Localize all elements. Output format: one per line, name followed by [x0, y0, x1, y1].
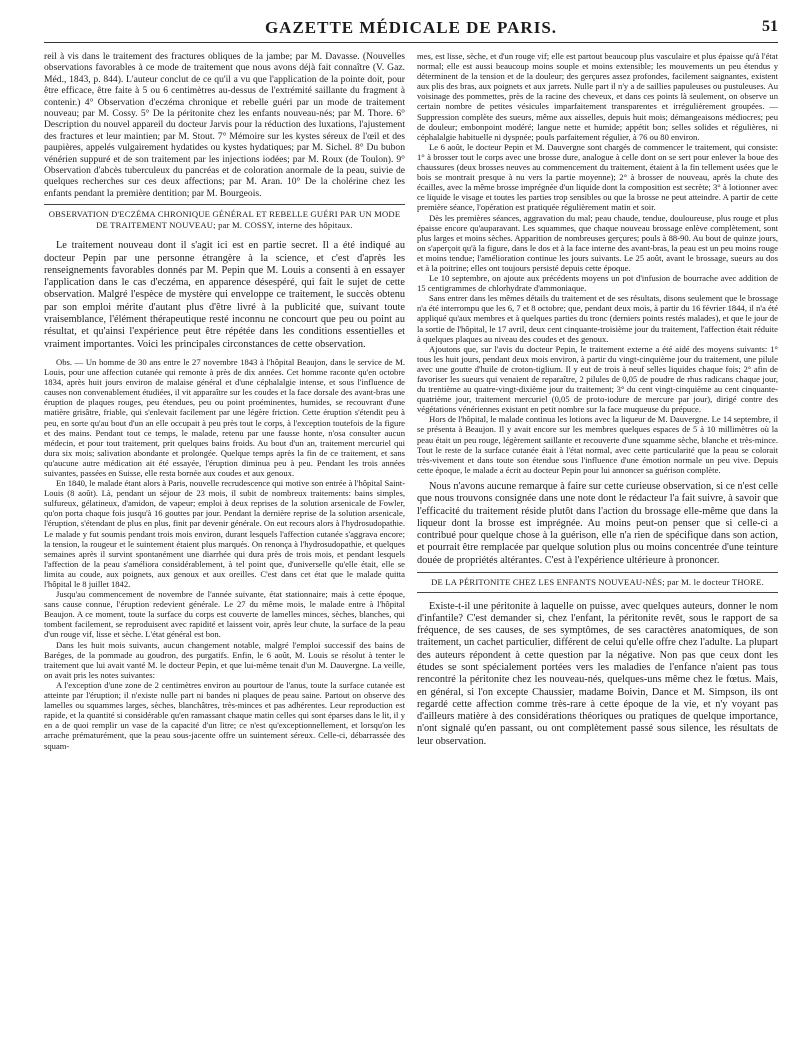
section-divider [417, 572, 778, 573]
body-paragraph: mes, est lisse, sèche, et d'un rouge vif; elle est partout beaucoup plus vasculaire et plus épaisse qu'à l'état normal; elle est aussi beaucoup moins souple et moins extensible; les mouvements un peu étendus y déterminent de la tension et de la douleur; des gerçures assez profondes, facilement saignantes, existent aux plis des bras, aux poignets et aux jarrets. Nulle part il n'y a de saillies papuleuses ou pustuleuses. Au voisinage des pommettes, près de la racine des cheveux, et dans ces points là seulement, on observe un certain nombre de petites vésicules imparfaitement transparentes et irrégulièrement groupées. — Suppression complète des sueurs, même aux aisselles, depuis huit mois; démangeaisons médiocres; peu de douleur; embonpoint modéré; langue nette et humide; appétit bon; selles solides et régulières, ni céphalalgie habituelle ni dyspnée; pouls parfaitement régulier, à 76 ou 80 environ. [417, 51, 778, 142]
two-column-body [44, 51, 778, 751]
body-paragraph: Le 10 septembre, on ajoute aux précédents moyens un pot d'infusion de bourrache avec addition de 15 centigrammes de chlorhydrate d'ammoniaque. [417, 273, 778, 294]
page-number: 51 [762, 18, 778, 35]
section-divider [417, 592, 778, 593]
right-column [417, 51, 778, 751]
commentary-paragraph: Nous n'avons aucune remarque à faire sur cette curieuse observation, si ce n'est celle que nous trouvons consignée dans une note dont le rédacteur l'a fait suivre, à savoir que l'efficacité du traitement réside plutôt dans l'action du brossage elle-même que dans la liqueur dont la brosse est imprégnée. Au moins peut-on penser que si celle-ci a contribué pour quelque chose à la guérison, elle n'a rien de spécifique dans son action, et pourrait être remplacée par quelque solution plus ou moins concentrée d'une teinture douée de propriétés altérantes. C'est à l'expérience ultérieure à prononcer. [417, 480, 778, 566]
body-paragraph: Sans entrer dans les mêmes détails du traitement et de ses résultats, disons seulement que le brossage n'a été interrompu que les 6, 7 et 8 octobre; que, pendant deux mois, à partir du 16 février 1844, il n'a été appliqué qu'aux membres et à quelques parties du tronc (derniers points restés malades), et que le jour de la sortie de l'hôpital, le 17 avril, deux cent cinquante-troisième jour du traitement, l'affection était réduite à quelques plaques au niveau des coudes et des genoux. [417, 293, 778, 344]
section-heading-peritonite: DE LA PÉRITONITE CHEZ LES ENFANTS NOUVEAU-NÉS; par M. le docteur THORE. [431, 577, 764, 588]
journal-title: GAZETTE MÉDICALE DE PARIS. [264, 18, 558, 37]
body-paragraph: Jusqu'au commencement de novembre de l'année suivante, état stationnaire; mais à cette époque, sans cause connue, l'éruption redevient générale. Le 27 du même mois, le malade entre à l'hôpital Beaujon. A ce moment, toute la surface du corps est couverte de lamelles minces, sèches, blanches, qui tombent facilement, se reproduisent avec rapidité et laissent voir, après leur chute, la surface de la peau d'un rouge vif, lisse et sèche. L'état général est bon. [44, 589, 405, 640]
body-paragraph: Ajoutons que, sur l'avis du docteur Pepin, le traitement externe a été aidé des moyens suivants: 1° tous les huit jours, pendant deux mois environ, à partir du vingt-cinquième jour du traitement, une pilule avec une goutte d'huile de croton-tiglium. Il y eut de trois à neuf selles liquides chaque fois; 2° afin de favoriser les sueurs qui venaient de reparaître, 2 pilules de 0,05 de poudre de rhus radicans chaque jour, du trentième au quatre-vingt-dixième jour du traitement; 3° du cent vingt-cinquième au cent cinquante-quatrième jour, traitement mercuriel (0,05 de proto-iodure de mercure par jour), dirigé contre des végétations vénériennes existant en petit nombre sur la face muqueuse du prépuce. [417, 343, 778, 415]
eczema-intro-paragraph: Le traitement nouveau dont il s'agit ici est en partie secret. Il a été indiqué au docteur Pepin par une personne étrangère à la science, et c'est d'après les renseignements favorables donnés par M. Pepin que M. Louis a consenti à en essayer l'application dans le cas d'eczéma, en apparence désespéré, qui fait le sujet de cette observation. Malgré l'espèce de mystère qui enveloppe ce traitement, le succès obtenu par son emploi mérite d'autant plus d'être livré à la publicité que, suivant toute vraisemblance, l'élément thérapeutique resté inconnu ne concourt que peu ou point au résultat, et qu'ainsi l'expérience peut être répétée dans les conditions essentielles et vraiment importantes. Voici les principales circonstances de cette observation. [44, 240, 405, 350]
intro-paragraph: reil à vis dans le traitement des fractures obliques de la jambe; par M. Davasse. (Nouvelles observations favorables à ce mode de traitement que nous avons déjà fait connaître (V. Gaz. Méd., 1843, p. 844). L'auteur conclut de ce qu'il a vu que l'application de la pointe doit, pour être efficace, être faite à 5 ou 6 centimètres au-dessus de l'extrémité saillante du fragment à contenir.) 4° Observation d'eczéma chronique et rebelle guéri par un mode de traitement nouveau; par M. Cossy. 5° De la péritonite chez les enfants nouveau-nés; par M. Thore. 6° Description du nouvel appareil du docteur Jarvis pour la réduction des luxations, l'ajustement des fractures et leur maintien; par M. Stout. 7° Mémoire sur les kystes séreux de l'œil et des paupières, appelés vulgairement hydatides ou kystes hydatiques; par M. Sichel. 8° Du bubon vénérien suppuré et de son traitement par les injections iodées; par M. Roux (de Toulon). 9° Observation d'abcès tuberculeux du pancréas et de coloration anormale de la peau, suivie de quelques recherches sur ces deux affections; par M. Aran. 10° De la cholérine chez les enfants pendant la première dentition; par M. Bourgeois. [44, 51, 405, 199]
left-column [44, 51, 405, 751]
body-paragraph: Le 6 août, le docteur Pepin et M. Dauvergne sont chargés de commencer le traitement, qui consiste: 1° à brosser tout le corps avec une brosse dure, analogue à celle dont on se sert pour enlever la boue des chaussures (deux brosses neuves au commencement du traitement, étaient à la fin tellement usées que le bois se montrait presque à nu vers la partie moyenne); 2° à brosser de nouveau, après la chute des écailles, avec la même brosse imprégnée d'un liquide dont la composition est secrète; 3° à lotionner avec ce liquide le visage et toutes les parties trop sensibles ou que la brosse ne peut atteindre. A partir de cette première séance, l'opération est pratiquée régulièrement matin et soir. [417, 141, 778, 213]
page-header [44, 18, 778, 43]
body-paragraph: En 1840, le malade étant alors à Paris, nouvelle recrudescence qui motive son entrée à l'hôpital Saint-Louis (8 août). Là, pendant un séjour de 23 mois, il subit de nombreux traitements: bains simples, sulfureux, gélatineux, d'amidon, de vapeur; emploi à deux reprises de la solution arsenicale de Fowler, qu'on porta chaque fois jusqu'à 16 gouttes par jour. Pendant la dernière reprise de la solution arsenicale, l'éruption, s'étendant de plus en plus, finit par devenir générale. On eut recours alors à l'hydrosudopathie. Le malade y fut soumis pendant trois mois environ, durant lesquels l'affection cutanée s'aggrava encore; la tension, la rougeur et le suintement étaient plus marqués. On renonça à l'hydrosudopathie, et quelques semaines après il survint spontanément une diarrhée qui dura près de trois mois, et pendant lesquels l'affection de la peau s'améliora considérablement, à tel point que, d'universelle qu'elle était, elle se limita au coude, aux poignets, aux genoux et aux oreilles. C'est dans cet état que le malade quitta l'hôpital le 8 juillet 1842. [44, 478, 405, 590]
section-heading-eczema: OBSERVATION D'ECZÉMA CHRONIQUE GÉNÉRAL ET REBELLE GUÉRI PAR UN MODE DE TRAITEMENT NOUVEAU; par M. COSSY, interne des hôpitaux. [48, 209, 401, 230]
body-paragraph: Hors de l'hôpital, le malade continua les lotions avec la liqueur de M. Dauvergne. Le 14 septembre, il se présenta à Beaujon. Il y avait encore sur les membres quelques espaces de 5 à 10 millimètres où la peau était un peu rouge, légèrement saillante et recouverte d'une squamme sèche, blanche et très-mince. Tout le reste de la surface cutanée était à l'état normal, avec cette particularité que la peau se colorait très-vivement et dans toute son étendue sous l'influence d'une émotion normale un peu vive. Depuis cette époque, le malade a écrit au docteur Pepin pour lui annoncer sa guérison complète. [417, 414, 778, 475]
body-paragraph: A l'exception d'une zone de 2 centimètres environ au pourtour de l'anus, toute la surface cutanée est atteinte par l'éruption; il n'existe nulle part ni bandes ni plaques de peau saine. Partout on observe des lamelles ou squammes larges, sèches, blanchâtres, très-minces et pas adhérentes. Leur reproduction est rapide, et la quantité si considérable qu'en ramassant chaque matin celles qui sont éparses dans le lit, il y en a de quoi remplir un vase de la capacité d'un litre; ce n'est qu'exceptionnellement, et lorsqu'on les arrache prématurément, que la peau sous-jacente offre un suintement séreux. Celle-ci, débarrassée des squam- [44, 679, 405, 751]
body-paragraph: Dans les huit mois suivants, aucun changement notable, malgré l'emploi successif des bains de Baréges, de la pommade au goudron, des purgatifs. Enfin, le 6 août, M. Louis se résolut à tenter le traitement que lui avait vanté M. le docteur Pepin, et que lui-même tenait d'un M. Dauvergne. La veille, on avait pris les notes suivantes: [44, 639, 405, 680]
body-paragraph: Dès les premières séances, aggravation du mal; peau chaude, tendue, douloureuse, plus rouge et plus épaisse encore qu'auparavant. Les squammes, que chaque nouveau brossage enlève complètement, sont plus larges et moins sèches. Apparition de nombreuses gerçures; pouls à 88-90. Au bout de quinze jours, on s'aperçoit qu'à la figure, dans le dos et à la face interne des avant-bras, la peau est un peu moins rouge et moins tendue; l'amélioration continue les jours suivants. Le 25 août, avant le brossage, sueurs au dos et à la poitrine; elles ont toujours persisté depuis cette époque. [417, 212, 778, 273]
peritonite-paragraph: Existe-t-il une péritonite à laquelle on puisse, avec quelques auteurs, donner le nom d'infantile? C'est demander si, chez l'enfant, la péritonite revêt, sous le rapport de sa fréquence, de ses causes, de ses symptômes, de ses caractères anatomiques, de son traitement, un cachet particulier, différent de celui qu'elle offre chez l'adulte. La plupart des auteurs répondent à cette question par la négative. Non pas que ceux dont les études se sont spécialement portées vers les maladies de l'enfance n'aient pas tous rencontré la péritonite chez les nouveau-nés, quelques-uns même chez le fœtus. Mais, en général, si l'on excepte Chaussier, madame Boivin, Dance et M. Simpson, ils ont regardé cette affection comme très-rare à cette époque de la vie, et n'y voyant pas d'ailleurs matière à des considérations théoriques ou pratiques de quelque importance, n'ont signalé qu'en passant, ou ont complètement passé sous silence, les résultats de leur observation. [417, 600, 778, 747]
section-divider [44, 204, 405, 205]
observation-paragraph: Obs. — Un homme de 30 ans entre le 27 novembre 1843 à l'hôpital Beaujon, dans le service de M. Louis, pour une affection cutanée qui remonte à près de dix années. Cet homme raconte qu'en octobre 1834, après huit jours environ de malaise général et d'une céphalalgie intense, et sous l'influence de causes non convenablement étudiées, il vit apparaître sur les coudes et la face dorsale des avant-bras une éruption de plaques rouges, peu étendues, peu ou point proéminentes, humides, se recouvrant d'une matière grisâtre, friable, qui s'enlevait facilement par une légère friction. Cette éruption s'étendit peu à peu, en sorte qu'au bout d'un an elle occupait à peu près tout le corps, à l'exception toutefois de la figure et des mains. Pendant tout ce temps, le malade, retenu par une fausse honte, n'osa consulter aucun médecin, et pour tout traitement, prit quelques bains froids. Au bout d'un an, traitement mercuriel qui dura six mois; salivation abondante et prolongée. Quelque temps après la fin de ce traitement, et sans qu'aucune autre médication ait été essayée, l'éruption diminua peu à peu. Pendant les trois années suivantes, passées en Suisse, elle resta bornée aux coudes et aux genoux. [44, 356, 405, 478]
